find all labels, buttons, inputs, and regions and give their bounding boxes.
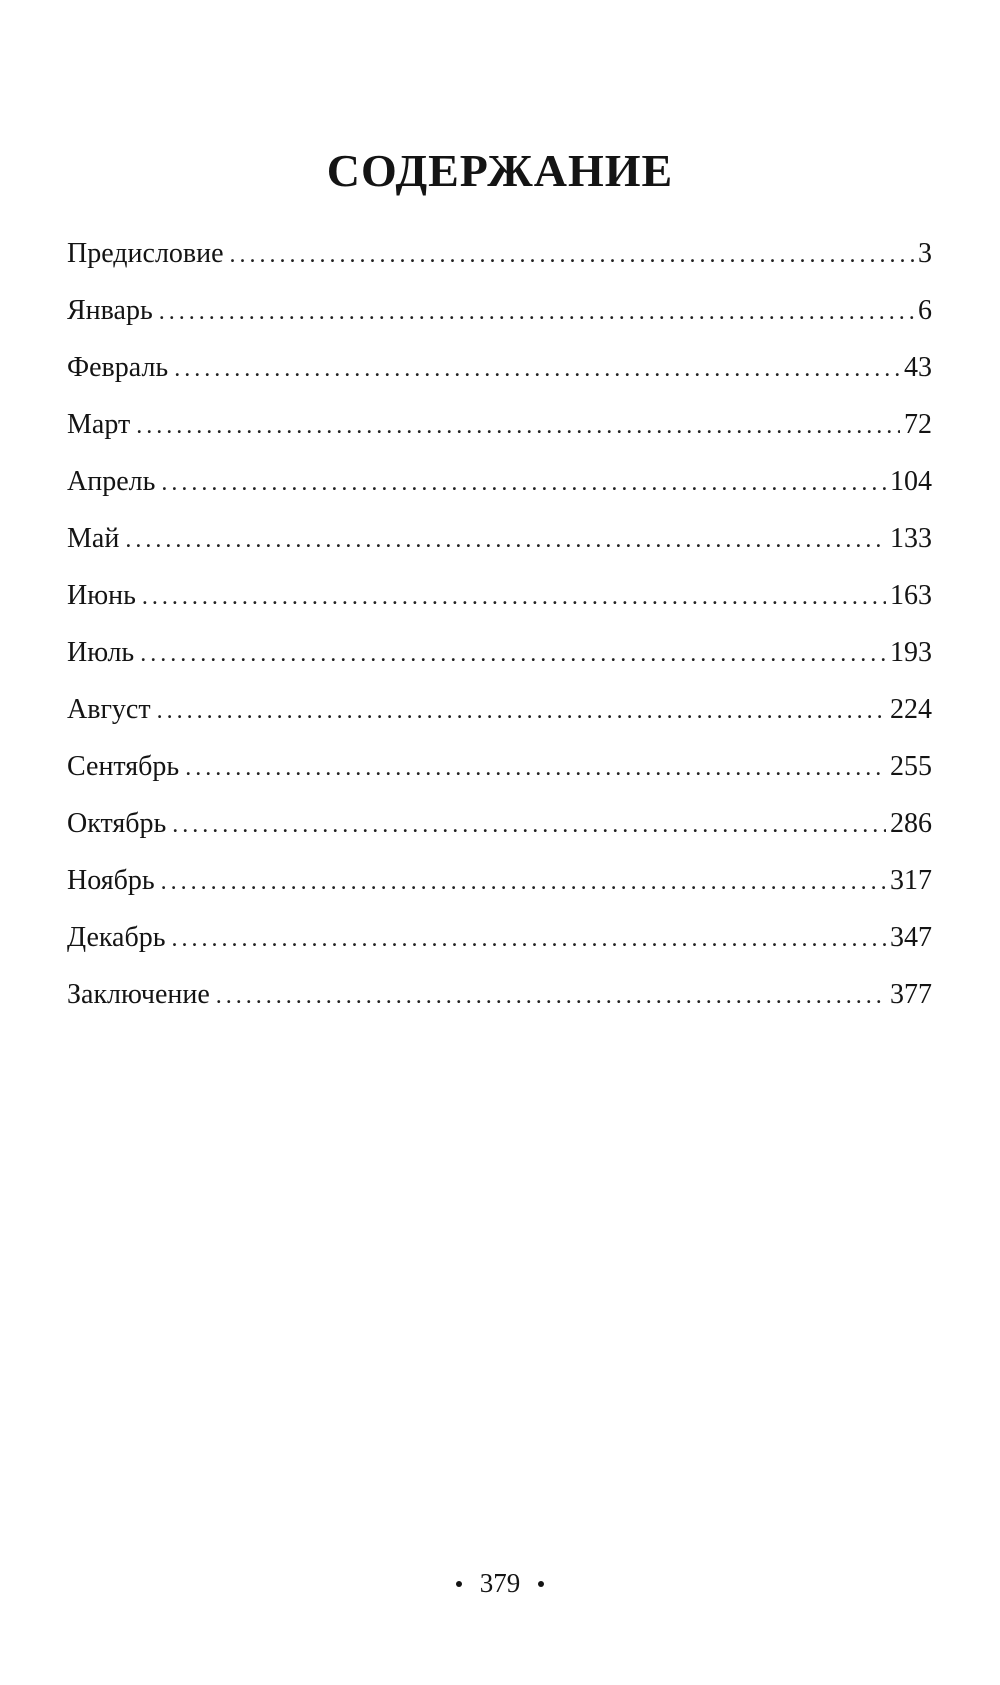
toc-entry-april	[67, 468, 932, 525]
dot-leader	[140, 642, 886, 666]
toc-entry-label: Декабрь	[67, 922, 166, 953]
toc-entry-label: Май	[67, 523, 120, 554]
toc-entry-page-number: 163	[890, 580, 932, 611]
toc-entry-page-number: 72	[904, 409, 932, 440]
dot-leader	[159, 300, 914, 324]
toc-entry-label: Февраль	[67, 352, 169, 383]
toc-entry-label: Январь	[67, 295, 153, 326]
dot-leader	[172, 927, 887, 951]
toc-entry-label: Сентябрь	[67, 751, 180, 782]
dot-leader	[172, 813, 886, 837]
toc-entry-november	[67, 867, 932, 924]
toc-entry-page-number: 104	[890, 466, 932, 497]
toc-entry-conclusion	[67, 981, 932, 1038]
toc-entry-page-number: 347	[890, 922, 932, 953]
dot-leader	[185, 756, 886, 780]
page-title: СОДЕРЖАНИЕ	[326, 145, 674, 196]
toc-entry-august	[67, 696, 932, 753]
toc-entry-label: Октябрь	[67, 808, 167, 839]
toc-entry-page-number: 6	[918, 295, 932, 326]
toc-entry-december	[67, 924, 932, 981]
table-of-contents	[67, 240, 932, 1038]
toc-entry-page-number: 377	[890, 979, 932, 1010]
toc-entry-september	[67, 753, 932, 810]
toc-entry-page-number: 286	[890, 808, 932, 839]
dot-leader	[161, 471, 886, 495]
page-number: 379	[479, 1568, 521, 1598]
dot-leader	[216, 984, 886, 1008]
toc-entry-label: Заключение	[67, 979, 210, 1010]
dot-leader	[230, 243, 914, 267]
toc-entry-page-number: 317	[890, 865, 932, 896]
dot-leader	[161, 870, 886, 894]
dot-leader	[142, 585, 886, 609]
toc-entry-january	[67, 297, 932, 354]
toc-entry-label: Ноябрь	[67, 865, 155, 896]
toc-entry-march	[67, 411, 932, 468]
bullet-icon	[456, 1581, 462, 1587]
toc-entry-october	[67, 810, 932, 867]
dot-leader	[157, 699, 886, 723]
toc-entry-page-number: 3	[918, 238, 932, 269]
toc-entry-label: Июль	[67, 637, 135, 668]
toc-entry-page-number: 255	[890, 751, 932, 782]
dot-leader	[136, 414, 900, 438]
toc-entry-july	[67, 639, 932, 696]
toc-entry-page-number: 43	[904, 352, 932, 383]
toc-entry-february	[67, 354, 932, 411]
toc-entry-may	[67, 525, 932, 582]
toc-entry-label: Предисловие	[67, 238, 224, 269]
toc-entry-page-number: 193	[890, 637, 932, 668]
bullet-icon	[538, 1581, 544, 1587]
dot-leader	[174, 357, 900, 381]
toc-entry-label: Апрель	[67, 466, 156, 497]
toc-entry-page-number: 133	[890, 523, 932, 554]
toc-entry-june	[67, 582, 932, 639]
toc-entry-label: Июнь	[67, 580, 136, 611]
page-number-footer	[0, 1570, 1000, 1597]
toc-entry-page-number: 224	[890, 694, 932, 725]
dot-leader	[125, 528, 886, 552]
toc-entry-label: Август	[67, 694, 151, 725]
toc-entry-preface	[67, 240, 932, 297]
toc-entry-label: Март	[67, 409, 131, 440]
